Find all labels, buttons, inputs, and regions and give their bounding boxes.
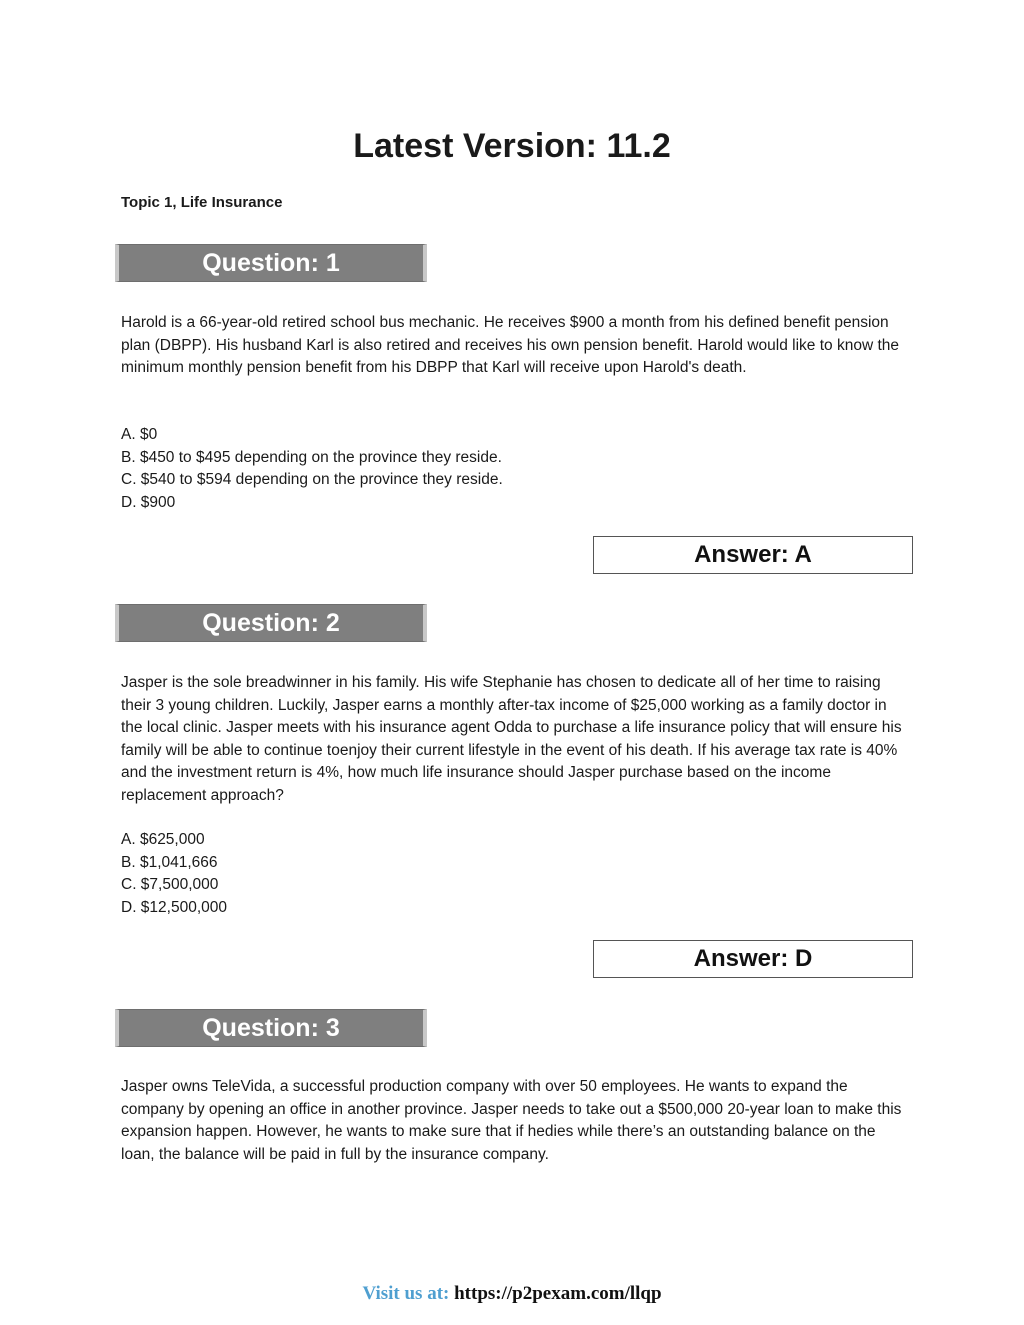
question-2-header: Question: 2 [115, 604, 427, 642]
footer [0, 1282, 1024, 1306]
option-a: A. $0 [121, 426, 158, 443]
option-c: C. $7,500,000 [121, 876, 219, 893]
option-b: B. $450 to $495 depending on the province they reside. [121, 448, 502, 466]
option-d: D. $12,500,000 [121, 898, 228, 916]
footer-visit-label: Visit us at: [362, 1283, 450, 1304]
footer-url-link[interactable]: https://p2pexam.com/llqp [454, 1283, 662, 1304]
option-d: D. $900 [121, 493, 176, 511]
question-3-text [121, 1076, 911, 1166]
topic-heading: Topic 1, Life Insurance [121, 194, 283, 211]
page-title: Latest Version: 11.2 [353, 127, 671, 165]
question-1-options [121, 424, 911, 514]
question-1-answer: Answer: A [593, 536, 913, 574]
question-1-header: Question: 1 [115, 244, 427, 282]
option-c: C. $540 to $594 depending on the province they reside. [121, 471, 503, 488]
question-1-text [121, 312, 911, 380]
question-text: Jasper is the sole breadwinner in his family. His wife Stephanie has chosen to dedicate all of her time to raising their 3 young children. Luckily, Jasper earns a monthly after-tax income of $25,000 working as a family doctor in the local clinic. Jasper meets with his insurance agent Odda to purchase a life insurance policy that will ensure his family will be able to continue toenjoy their current lifestyle in the event of his death. If his average tax rate is 40% and the investment return is 4%, how much life insurance should Jasper purchase based on the income replacement approach? [121, 674, 902, 804]
question-text: Harold is a 66-year-old retired school bus mechanic. He receives $900 a month from his defined benefit pension plan (DBPP). His husband Karl is also retired and receives his own pension benefit. Harold would like to know the minimum monthly pension benefit from his DBPP that Karl will receive upon Harold's death. [121, 314, 899, 376]
question-3-header: Question: 3 [115, 1009, 427, 1047]
question-2-answer: Answer: D [593, 940, 913, 978]
question-2-options [121, 829, 911, 919]
option-b: B. $1,041,666 [121, 853, 218, 871]
option-a: A. $625,000 [121, 831, 205, 848]
question-text: Jasper owns TeleVida, a successful production company with over 50 employees. He wants to expand the company by opening an office in another province. Jasper needs to take out a $500,000 20-year loan to make this expansion happen. However, he wants to make sure that if hedies while there’s an outstanding balance on the loan, the balance will be paid in full by the insurance company. [121, 1078, 902, 1163]
question-2-text [121, 672, 911, 807]
